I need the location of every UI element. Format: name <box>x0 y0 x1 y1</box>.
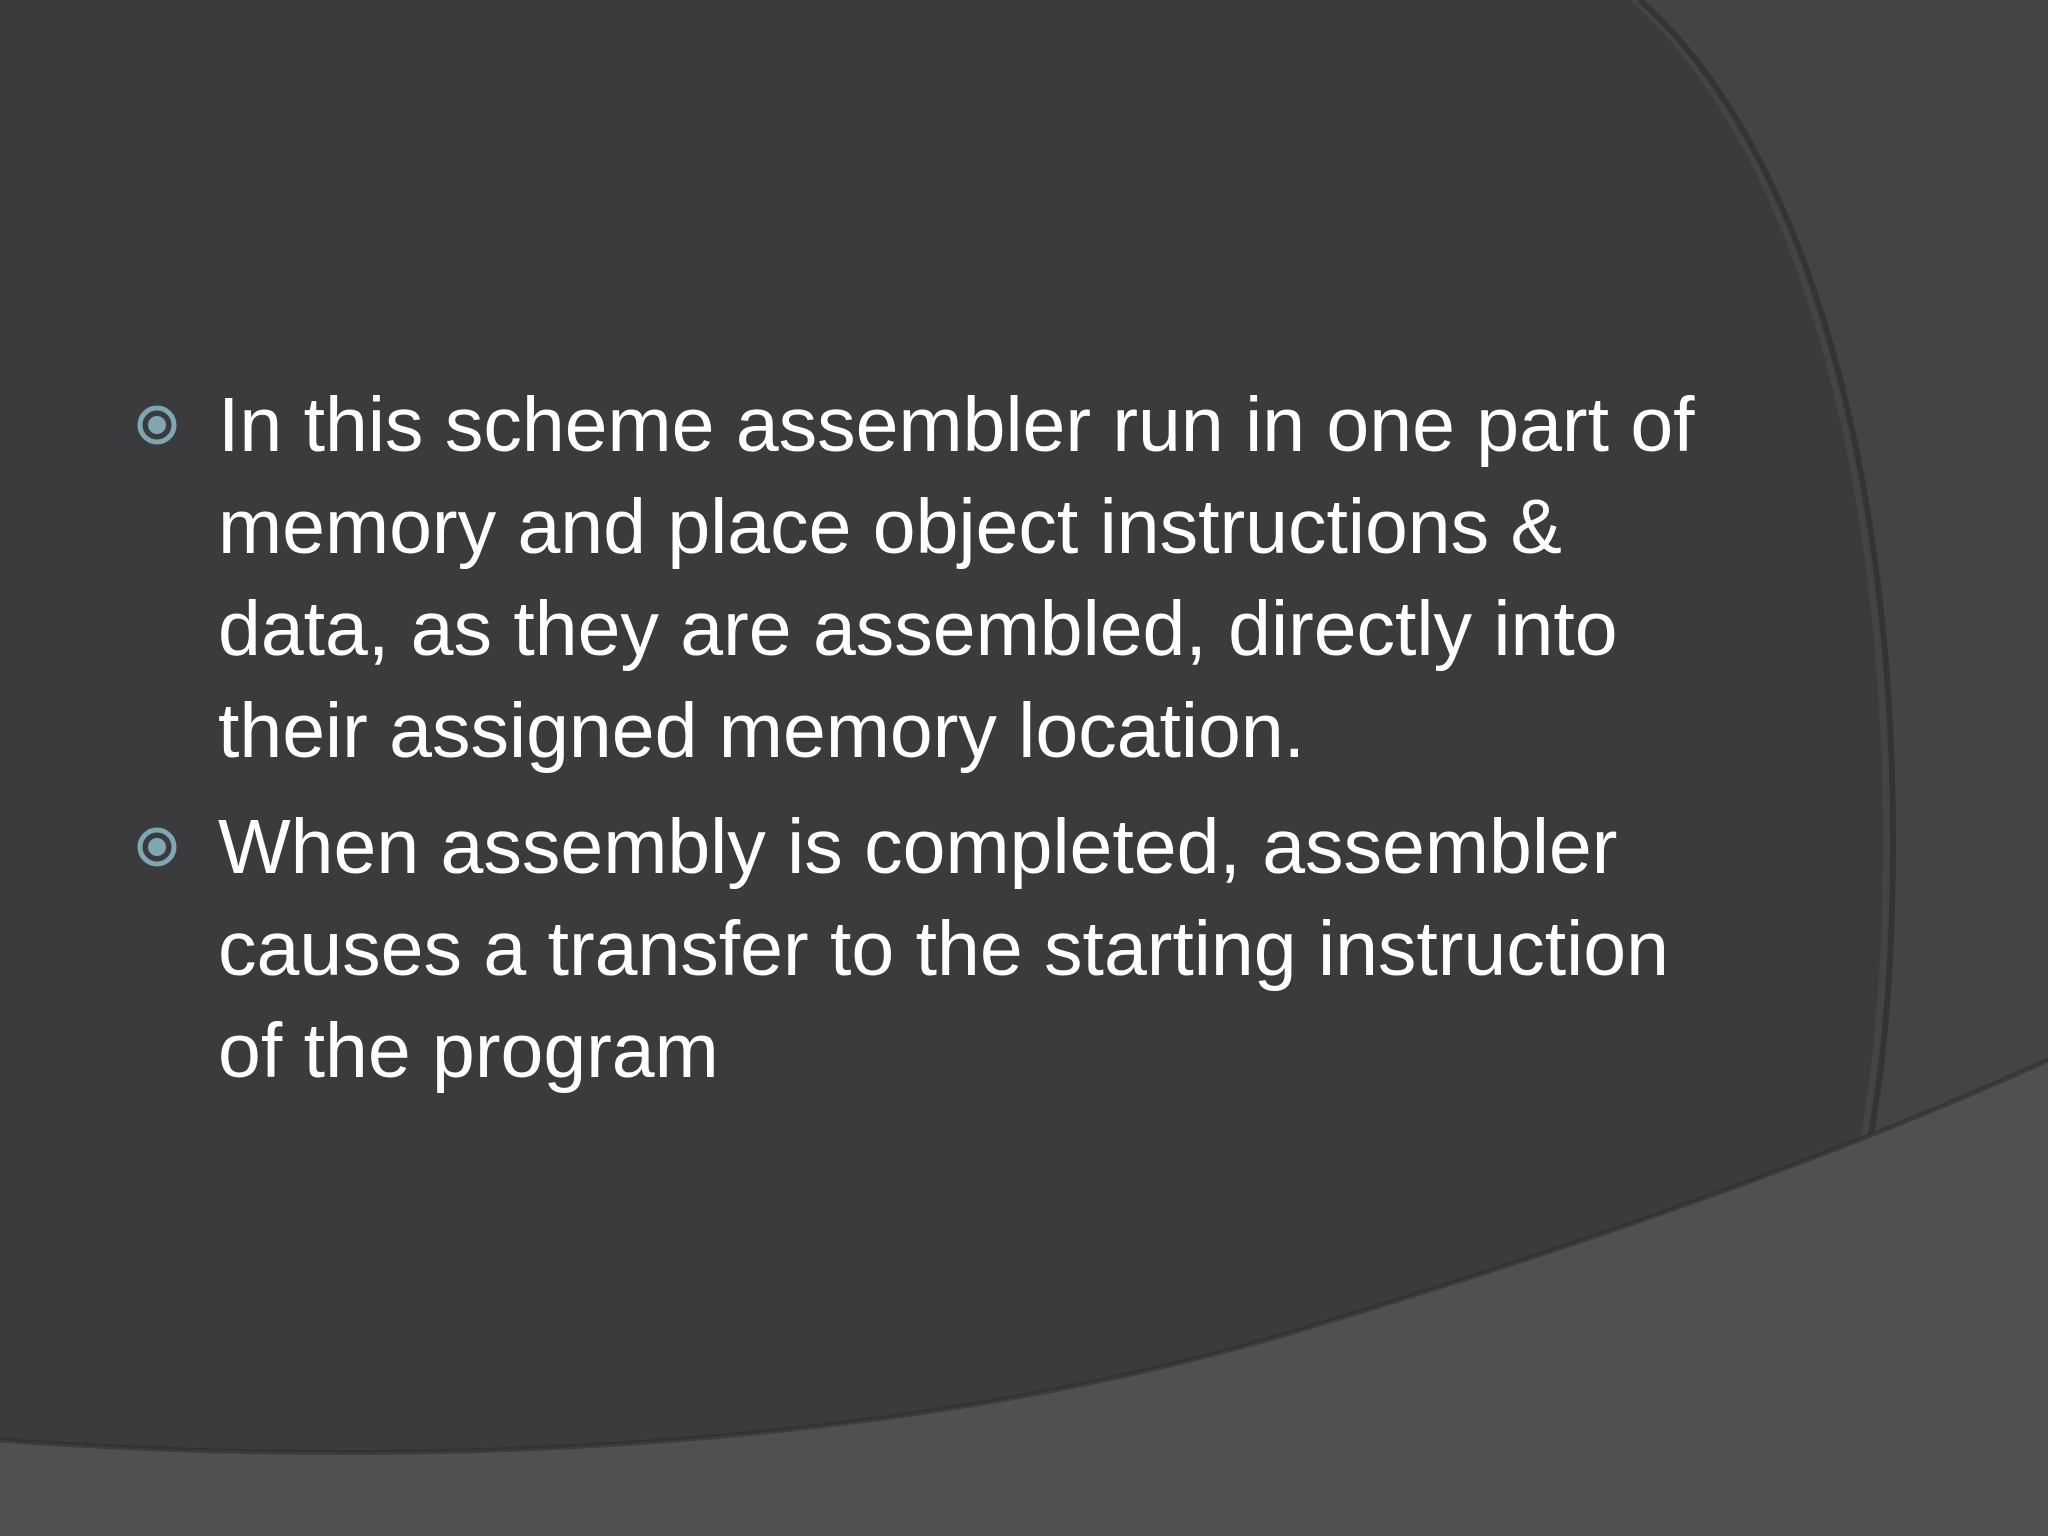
circled-dot-bullet-icon <box>136 826 178 868</box>
bullet-item-1 <box>130 374 1710 782</box>
background-bottom-wave <box>0 1060 2048 1536</box>
circled-dot-bullet-icon <box>136 404 178 446</box>
bullet-item-2 <box>130 796 1710 1102</box>
bullet-text-2: When assembly is completed, assembler causes a transfer to the starting instruction of the program <box>218 804 1669 1094</box>
bullet-text-1: In this scheme assembler run in one part of memory and place object instructions & data, as they are assembled, directly into their assigned memory location. <box>218 382 1695 774</box>
bullet-list <box>130 374 1710 1116</box>
